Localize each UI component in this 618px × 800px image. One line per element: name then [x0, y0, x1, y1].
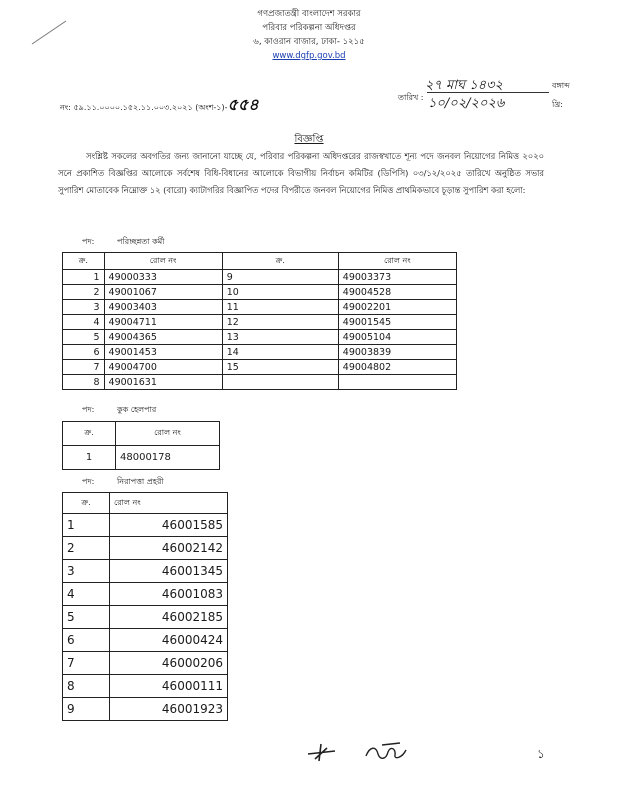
post-name-3: নিরাপত্তা প্রহরী — [117, 477, 164, 486]
table-header-row — [63, 493, 228, 514]
post-label-2: পদ: — [82, 405, 95, 414]
notice-title-wrap — [0, 127, 618, 149]
cell-roll: 48000178 — [116, 446, 220, 470]
cell-serial: 1 — [63, 514, 110, 537]
memo-number-prefix: নং: ৫৯.১১.০০০০.১৫২.১১.০০৩.২০২১ (অংশ-১)- — [60, 103, 228, 112]
date-english-handwritten: ১০/০২/২০২৬ — [428, 96, 505, 111]
cell-serial — [222, 375, 338, 390]
cell-serial: 9 — [63, 698, 110, 721]
table-row — [63, 270, 457, 285]
cell-roll: 49003403 — [104, 300, 222, 315]
header-line3: ৬, কাওরান বাজার, ঢাকা- ১২১৫ — [253, 37, 365, 47]
cell-serial: 2 — [63, 537, 110, 560]
cell-serial: 4 — [63, 583, 110, 606]
cell-roll: 49001067 — [104, 285, 222, 300]
date-english-suffix: খ্রি: — [552, 100, 563, 109]
cell-roll: 49004802 — [338, 360, 456, 375]
col-roll: রোল নং — [116, 422, 220, 446]
cell-serial: 7 — [63, 360, 105, 375]
website-link[interactable]: www.dgfp.gov.bd — [272, 51, 346, 61]
col-serial: ক্র. — [63, 253, 105, 270]
cell-roll: 46002185 — [110, 606, 228, 629]
cell-roll: 49003373 — [338, 270, 456, 285]
post-name-1: পরিচ্ছন্নতা কর্মী — [117, 237, 165, 246]
scan-stroke-mark — [30, 18, 70, 46]
cell-serial: 7 — [63, 652, 110, 675]
table-header-row — [63, 422, 220, 446]
table-row — [63, 675, 228, 698]
table-row — [63, 606, 228, 629]
cell-serial: 4 — [63, 315, 105, 330]
cell-serial: 11 — [222, 300, 338, 315]
table-row — [63, 560, 228, 583]
cell-roll: 49004365 — [104, 330, 222, 345]
col-roll-2: রোল নং — [338, 253, 456, 270]
page-number: ১ — [537, 747, 545, 761]
cell-roll: 49003839 — [338, 345, 456, 360]
cell-serial: 1 — [63, 270, 105, 285]
table-row — [63, 330, 457, 345]
table-row — [63, 446, 220, 470]
cell-roll: 49001631 — [104, 375, 222, 390]
cell-serial: 8 — [63, 375, 105, 390]
cell-roll: 49004711 — [104, 315, 222, 330]
table-row — [63, 375, 457, 390]
cell-serial: 15 — [222, 360, 338, 375]
cell-serial: 8 — [63, 675, 110, 698]
date-label: তারিখ : — [398, 93, 424, 102]
memo-number — [60, 92, 259, 119]
header-line1: গণপ্রজাতন্ত্রী বাংলাদেশ সরকার — [257, 9, 361, 19]
cleaner-table — [62, 252, 457, 390]
table-row — [63, 345, 457, 360]
header-line2: পরিবার পরিকল্পনা অধিদপ্তর — [262, 23, 356, 33]
table-row — [63, 285, 457, 300]
col-roll: রোল নং — [110, 493, 228, 514]
notice-title: বিজ্ঞপ্তি — [294, 134, 324, 145]
table-row — [63, 514, 228, 537]
cell-serial: 1 — [63, 446, 116, 470]
date-bangla-suffix: বঙ্গাব্দ — [552, 81, 570, 90]
post-label-1: পদ: — [82, 237, 95, 246]
post-label-3: পদ: — [82, 477, 95, 486]
cell-serial: 3 — [63, 560, 110, 583]
table-row — [63, 629, 228, 652]
cell-serial: 6 — [63, 629, 110, 652]
cell-roll: 46000206 — [110, 652, 228, 675]
cell-roll: 49004528 — [338, 285, 456, 300]
cell-roll: 46001345 — [110, 560, 228, 583]
post-name-2: কুক হেলপার — [117, 405, 157, 414]
cell-roll: 46001585 — [110, 514, 228, 537]
notice-body: সংশ্লিষ্ট সকলের অবগতির জন্য জানানো যাচ্ছে যে, পরিবার পরিকল্পনা অধিদপ্তরের রাজস্বখাতে শূন্য পদে জনবল নিয়োগের নিমিত্ত ২০২০ সনে প্রকাশিত বিজ্ঞপ্তির আলোকে সর্বশেষ বিধি-বিধানের আলোকে বিভাগীয় নির্বাচন কমিটির (ডিপিসি) ০৩/১২/২০২৫ তারিখে অনুষ্ঠিত সভার সুপারিশ মোতাবেক নিম্নোক্ত ১২ (বারো) ক্যাটাগরির বিজ্ঞাপিত পদের বিপরীতে জনবল নিয়োগের নিমিত্ত প্রাথমিকভাবে চূড়ান্ত সুপারিশ করা হলো: — [58, 151, 544, 195]
cell-roll: 49002201 — [338, 300, 456, 315]
cell-roll: 49001545 — [338, 315, 456, 330]
cell-serial: 14 — [222, 345, 338, 360]
cell-serial: 5 — [63, 606, 110, 629]
col-serial-2: ক্র. — [222, 253, 338, 270]
table-header-row — [63, 253, 457, 270]
cook-helper-table — [62, 421, 220, 470]
col-serial: ক্র. — [63, 493, 110, 514]
cell-serial: 6 — [63, 345, 105, 360]
table-row — [63, 652, 228, 675]
cell-serial: 10 — [222, 285, 338, 300]
signature-mark-1 — [305, 740, 339, 764]
cell-serial: 3 — [63, 300, 105, 315]
cell-roll: 46002142 — [110, 537, 228, 560]
cell-serial: 5 — [63, 330, 105, 345]
col-serial: ক্র. — [63, 422, 116, 446]
cell-roll: 46000111 — [110, 675, 228, 698]
table-row — [63, 300, 457, 315]
cell-serial: 9 — [222, 270, 338, 285]
date-divider — [427, 92, 549, 93]
cell-serial: 13 — [222, 330, 338, 345]
col-roll: রোল নং — [104, 253, 222, 270]
cell-roll: 49001453 — [104, 345, 222, 360]
table-row — [63, 360, 457, 375]
cell-roll: 46000424 — [110, 629, 228, 652]
table-row — [63, 537, 228, 560]
cell-roll: 49000333 — [104, 270, 222, 285]
cell-roll: 49005104 — [338, 330, 456, 345]
cell-roll: 46001923 — [110, 698, 228, 721]
cell-roll — [338, 375, 456, 390]
cell-roll: 49004700 — [104, 360, 222, 375]
memo-number-handwritten: ৫৫৪ — [227, 95, 259, 114]
date-bangla-handwritten: ২৭ মাঘ ১৪৩২ — [425, 78, 503, 93]
table-row — [63, 315, 457, 330]
signature-mark-2 — [362, 740, 410, 764]
cell-roll: 46001083 — [110, 583, 228, 606]
table-row — [63, 698, 228, 721]
security-guard-table — [62, 492, 228, 721]
table-row — [63, 583, 228, 606]
cell-serial: 2 — [63, 285, 105, 300]
cell-serial: 12 — [222, 315, 338, 330]
